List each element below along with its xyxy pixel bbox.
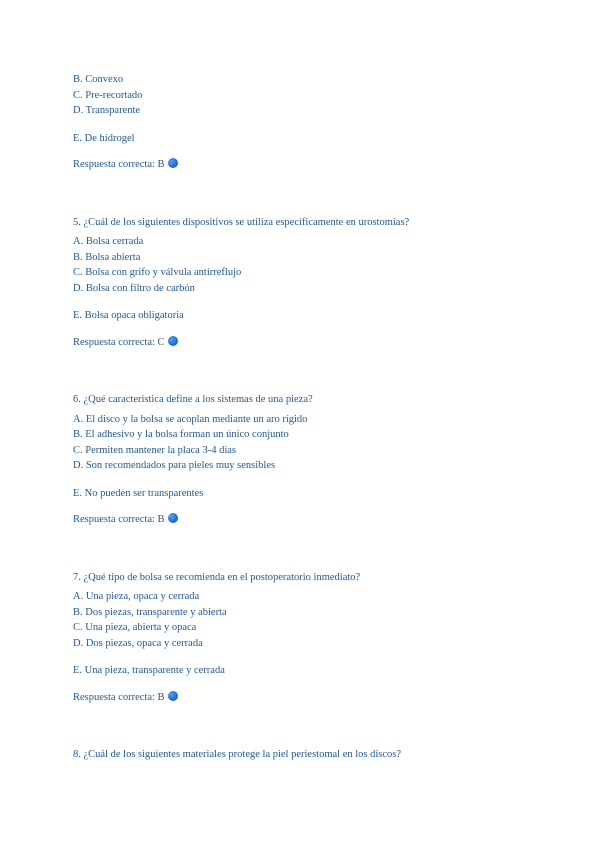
answer-line: [73, 512, 553, 528]
option-d: D. Son recomendados para pieles muy sensibles: [73, 460, 276, 471]
question-text: 5. ¿Cuál de los siguientes dispositivos se utiliza específicamente en urostomías?: [73, 216, 410, 228]
option-b: B. Convexo: [73, 74, 124, 85]
answer-text: Respuesta correcta: B: [73, 514, 165, 525]
answer-line: [73, 335, 553, 351]
answer-line: [73, 690, 553, 706]
option-d: D. Bolsa con filtro de carbón: [73, 282, 195, 294]
option-e: E. No pueden ser transparentes: [73, 487, 204, 499]
option-a: A. Bolsa cerrada: [73, 236, 144, 247]
option-e: E. Una pieza, transparente y cerrada: [73, 665, 225, 676]
question-text: 7. ¿Qué tipo de bolsa se recomienda en el postoperatorio inmediato?: [73, 571, 361, 583]
option-d: D. Dos piezas, opaca y cerrada: [73, 637, 203, 649]
answer-text: Respuesta correcta: B: [73, 691, 165, 703]
question-text: 6. ¿Qué característica define a los sistemas de una pieza?: [73, 394, 313, 405]
option-b: B. El adhesivo y la bolsa forman un único conjunto: [73, 429, 289, 440]
question-block-8: [73, 747, 553, 763]
option-b: B. Dos piezas, transparente y abierta: [73, 606, 227, 618]
question-text: 8. ¿Cuál de los siguientes materiales protege la piel periestomal en los discos?: [73, 749, 402, 760]
option-c: C. Una pieza, abierta y opaca: [73, 622, 197, 633]
blue-circle-icon: [168, 691, 178, 701]
option-d: D. Transparente: [73, 105, 141, 116]
answer-text: Respuesta correcta: B: [73, 159, 165, 170]
question-block-5: [73, 215, 553, 351]
option-a: A. Una pieza, opaca y cerrada: [73, 591, 200, 602]
question-block-4-partial: [73, 72, 553, 173]
document-page: [73, 72, 553, 767]
question-block-6: [73, 392, 553, 528]
answer-text: Respuesta correcta: C: [73, 336, 165, 348]
blue-circle-icon: [168, 513, 178, 523]
option-c: C. Bolsa con grifo y válvula antirreflujo: [73, 267, 242, 278]
blue-circle-icon: [168, 158, 178, 168]
option-c: C. Pre-recortado: [73, 89, 143, 101]
option-b: B. Bolsa abierta: [73, 251, 141, 263]
option-a: A. El disco y la bolsa se acoplan mediante un aro rígido: [73, 413, 308, 425]
question-block-7: [73, 570, 553, 706]
option-e: E. Bolsa opaca obligatoria: [73, 310, 184, 321]
blue-circle-icon: [168, 336, 178, 346]
option-c: C. Permiten mantener la placa 3-4 días: [73, 444, 236, 456]
answer-line: [73, 157, 553, 173]
option-e: E. De hidrogel: [73, 132, 135, 144]
